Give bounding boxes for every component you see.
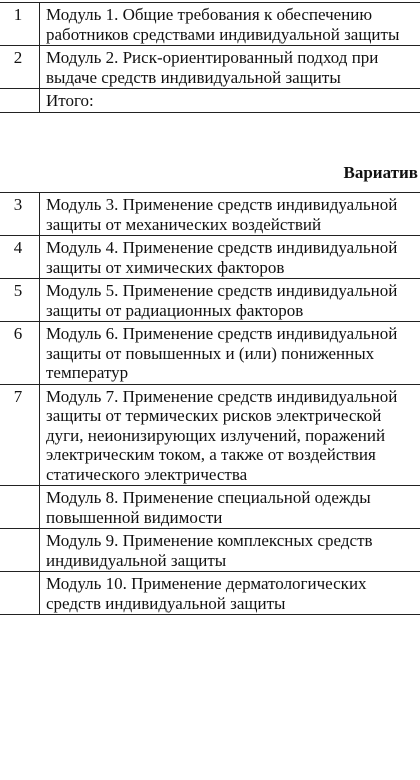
table-row [0,46,420,89]
total-label: Итого: [40,89,420,113]
modules-table-base [0,2,420,113]
module-title: Модуль 4. Применение средств индивидуальной защиты от химических факторов [40,236,420,279]
row-number [0,529,40,572]
module-title: Модуль 5. Применение средств индивидуальной защиты от радиационных факторов [40,279,420,322]
row-number: 2 [0,46,40,89]
module-title: Модуль 3. Применение средств индивидуальной защиты от механических воздействий [40,193,420,236]
row-number: 3 [0,193,40,236]
row-number: 4 [0,236,40,279]
row-number [0,89,40,113]
table-row [0,193,420,236]
table-row [0,384,420,486]
table-row [0,322,420,385]
table-row-total [0,89,420,113]
table-row [0,279,420,322]
table-row [0,572,420,615]
table-row [0,3,420,46]
row-number [0,572,40,615]
row-number: 1 [0,3,40,46]
module-title: Модуль 7. Применение средств индивидуальной защиты от термических рисков электрической дуги, неионизирующих излучений, поражений электрическим током, а также от воздействия статического электричества [40,384,420,486]
module-title: Модуль 6. Применение средств индивидуальной защиты от повышенных и (или) пониженных температур [40,322,420,385]
table-row [0,236,420,279]
table-row [0,529,420,572]
module-title: Модуль 2. Риск-ориентированный подход при выдаче средств индивидуальной защиты [40,46,420,89]
modules-table-variative [0,192,420,615]
section-heading-variative: Вариатив [343,163,418,182]
row-number [0,486,40,529]
module-title: Модуль 1. Общие требования к обеспечению работников средствами индивидуальной защиты [40,3,420,46]
row-number: 7 [0,384,40,486]
row-number: 5 [0,279,40,322]
module-title: Модуль 9. Применение комплексных средств индивидуальной защиты [40,529,420,572]
table-row [0,486,420,529]
module-title: Модуль 8. Применение специальной одежды повышенной видимости [40,486,420,529]
module-title: Модуль 10. Применение дерматологических средств индивидуальной защиты [40,572,420,615]
row-number: 6 [0,322,40,385]
